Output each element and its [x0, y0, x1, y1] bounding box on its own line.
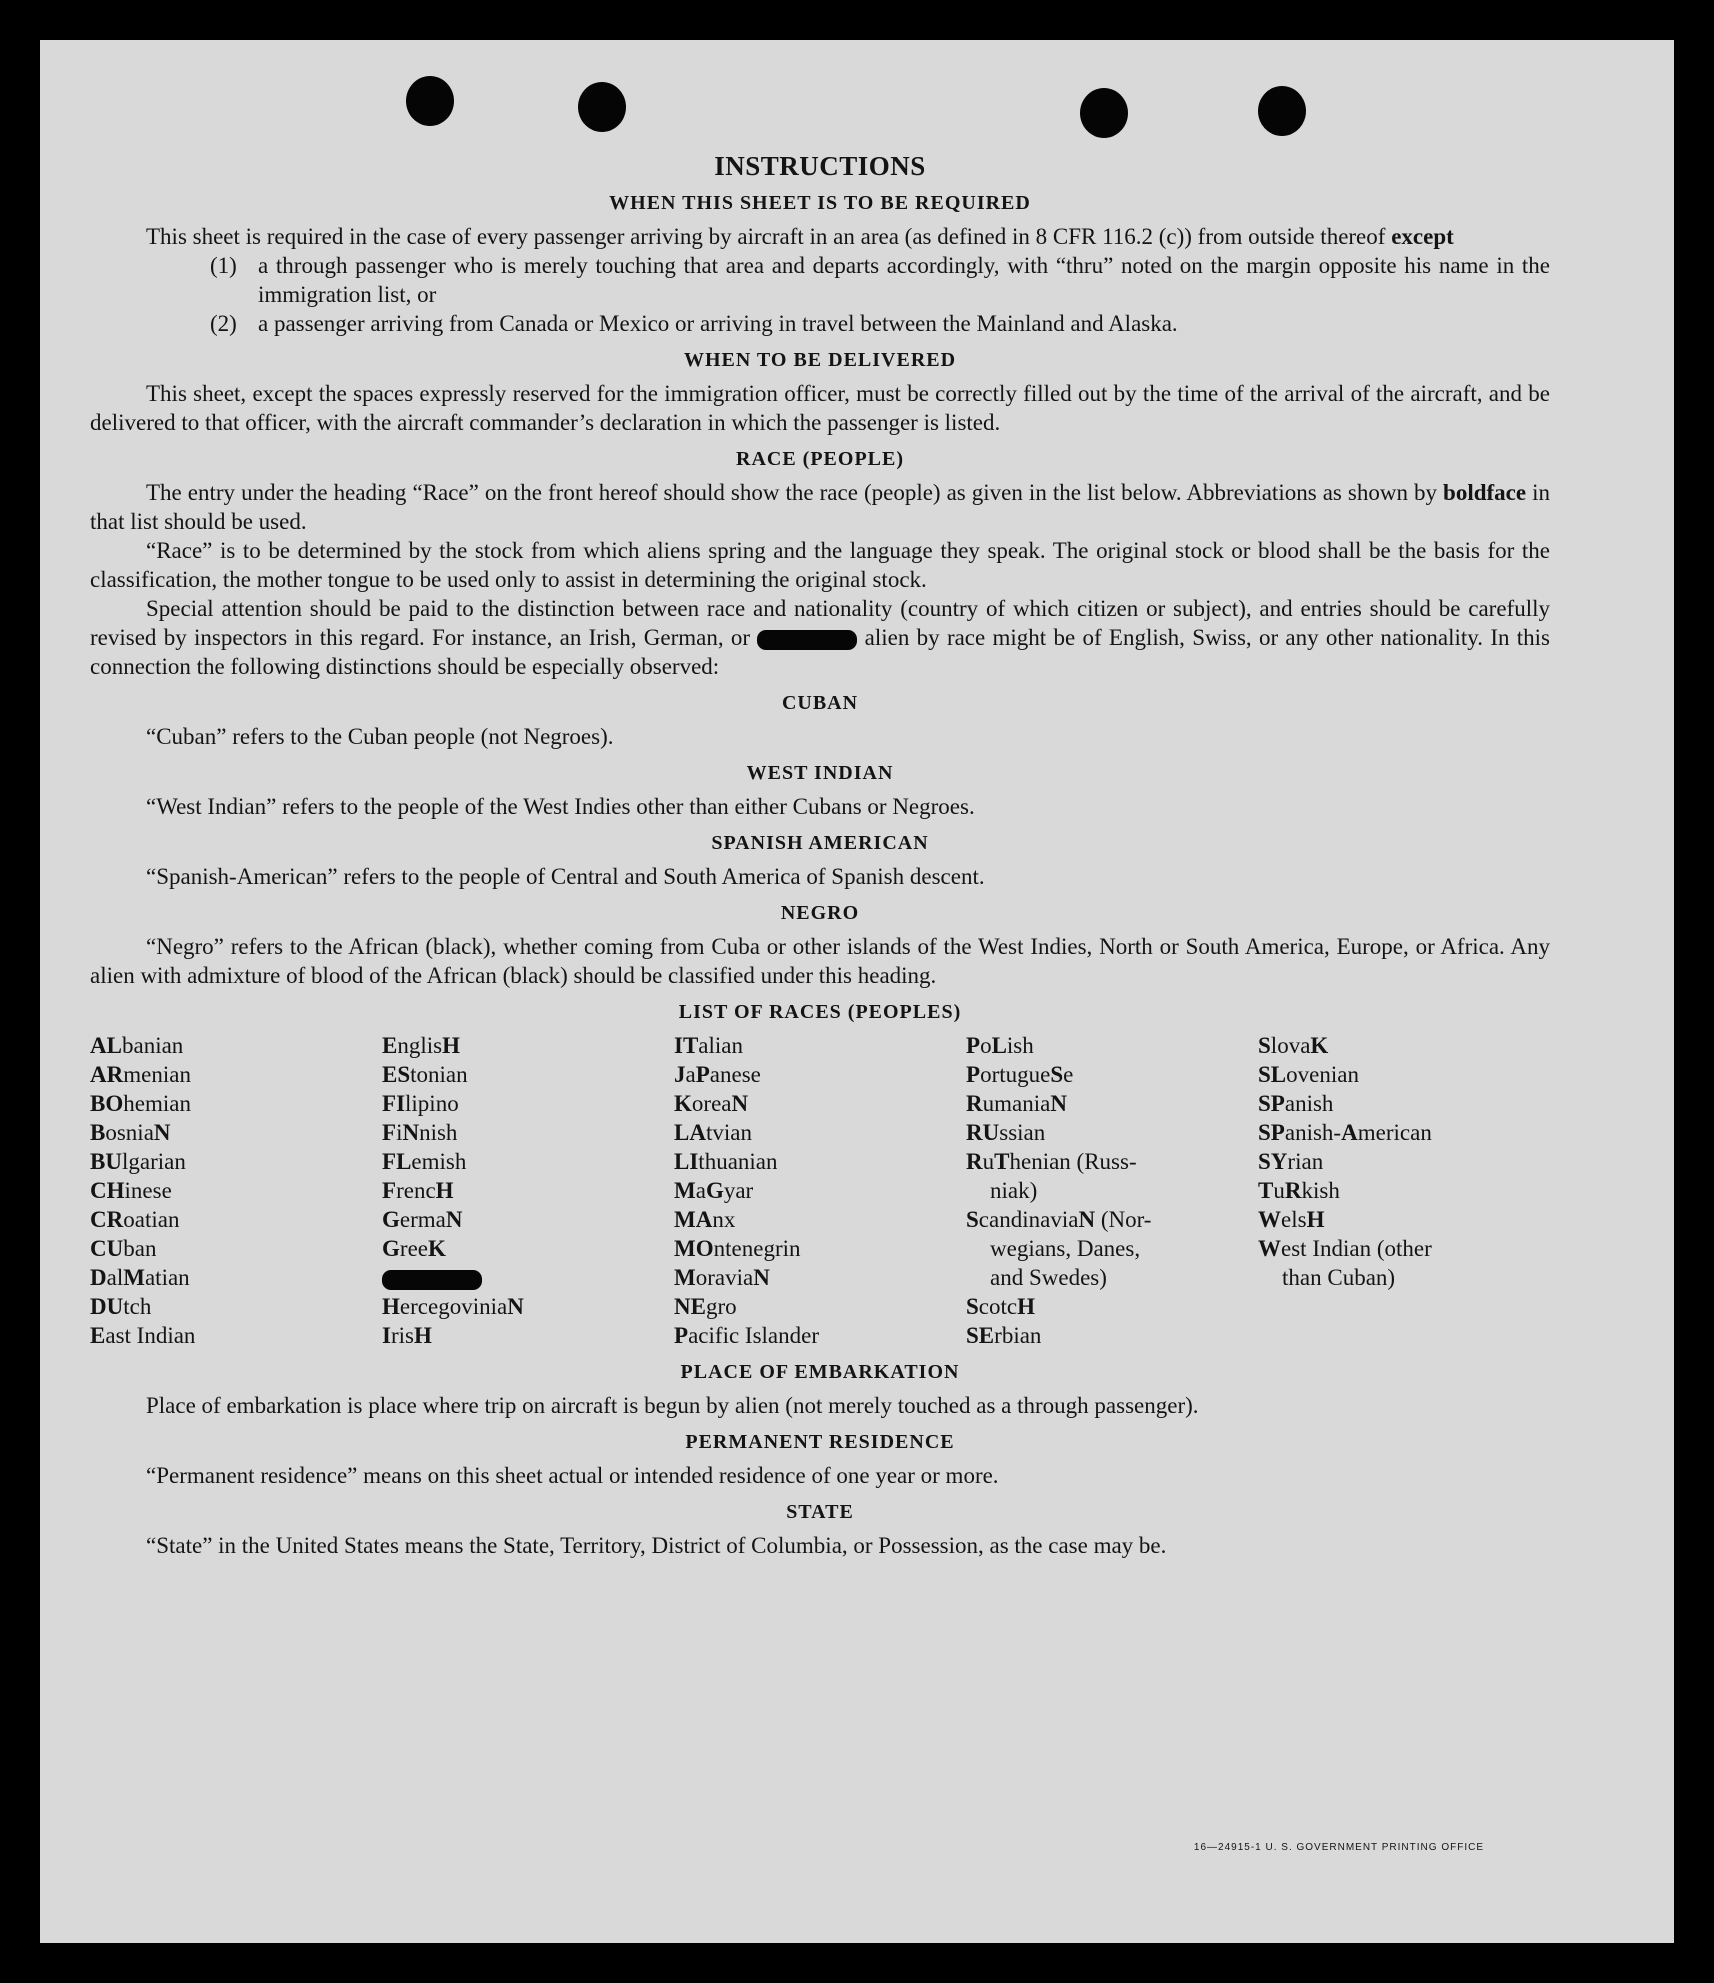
paragraph: “West Indian” refers to the people of the West Indies other than either Cubans or Negroes. [146, 794, 975, 819]
race-entry: PoLish [966, 1033, 1034, 1058]
race-entry: PortugueSe [966, 1062, 1074, 1087]
paragraph: “Spanish-American” refers to the people of Central and South America of Spanish descent. [146, 864, 985, 889]
race-entry: MaGyar [674, 1178, 754, 1203]
section-heading: NEGRO [780, 902, 860, 924]
section-heading: CUBAN [781, 692, 859, 714]
paragraph: “Cuban” refers to the Cuban people (not Negroes). [146, 724, 614, 749]
race-entry: RUssian [966, 1120, 1046, 1145]
race-entry: IrisH [382, 1323, 432, 1348]
race-entry: RuThenian (Russ- [966, 1149, 1137, 1174]
race-entry: than Cuban) [1282, 1265, 1396, 1290]
page-title: INSTRUCTIONS [714, 151, 926, 181]
race-entry: BUlgarian [90, 1149, 186, 1174]
races-column [674, 1031, 966, 1350]
race-entry: MAnx [674, 1207, 736, 1232]
races-column [1258, 1031, 1550, 1350]
race-entry: wegians, Danes, [990, 1236, 1141, 1261]
race-entry: ScandinaviaN (Nor- [966, 1207, 1152, 1232]
race-entry: CRoatian [90, 1207, 180, 1232]
punch-hole [578, 82, 626, 132]
section-heading: WEST INDIAN [746, 762, 894, 784]
race-entry: DalMatian [90, 1265, 190, 1290]
race-entry: JaPanese [674, 1062, 761, 1087]
section-heading: PERMANENT RESIDENCE [685, 1431, 955, 1453]
printer-imprint: 16—24915-1 U. S. GOVERNMENT PRINTING OFFICE [1193, 1842, 1484, 1853]
race-entry: ARmenian [90, 1062, 191, 1087]
race-entry: ITalian [674, 1033, 744, 1058]
form-sheet [40, 40, 1674, 1943]
race-entry: BosniaN [90, 1120, 171, 1145]
paragraph: This sheet is required in the case of every passenger arriving by aircraft in an area (as defined in 8 CFR 116.2 (c)) from outside thereof except [146, 224, 1454, 249]
paragraph: “Permanent residence” means on this sheet actual or intended residence of one year or more. [146, 1463, 999, 1488]
section-heading: LIST OF RACES (PEOPLES) [678, 1001, 962, 1023]
punch-hole [1080, 88, 1128, 138]
race-entry: KoreaN [674, 1091, 749, 1116]
race-entry: BOhemian [90, 1091, 191, 1116]
punch-hole [406, 76, 454, 126]
section-heading: RACE (PEOPLE) [736, 448, 904, 470]
race-entry: East Indian [90, 1323, 196, 1348]
paragraph: This sheet, except the spaces expressly reserved for the immigration officer, must be correctly filled out by the time of the arrival of the aircraft, and be delivered to that officer, with the aircraft commander’s declaration in which the passenger is listed. [90, 381, 1550, 435]
race-entry: MoraviaN [674, 1265, 770, 1290]
paragraph: Special attention should be paid to the distinction between race and nationality (country of which citizen or subject), and entries should be carefully revised by inspectors in this regard. For instance, an Irish, German, or alien by race might be of English, Swiss, or any other nationality. In this connection the following distinctions should be especially observed: [90, 596, 1551, 679]
races-column [382, 1031, 674, 1350]
paragraph: Place of embarkation is place where trip on aircraft is begun by alien (not merely touched as a through passenger). [146, 1393, 1199, 1418]
race-entry: FLemish [382, 1149, 467, 1174]
list-item: (1) a through passenger who is merely touching that area and departs accordingly, with “thru” noted on the margin opposite his name in the immigration list, or [210, 253, 1550, 307]
race-entry: West Indian (other [1258, 1236, 1432, 1261]
race-entry: EnglisH [382, 1033, 460, 1058]
race-entry: ScotcH [966, 1294, 1036, 1319]
races-column [966, 1031, 1258, 1350]
list-item: (2) a passenger arriving from Canada or Mexico or arriving in travel between the Mainland and Alaska. [210, 311, 1178, 336]
punch-hole [1258, 86, 1306, 136]
section-heading: SPANISH AMERICAN [711, 832, 929, 854]
race-entry: LIthuanian [674, 1149, 778, 1174]
section-heading: WHEN THIS SHEET IS TO BE REQUIRED [609, 192, 1031, 214]
race-entry: GreeK [382, 1236, 446, 1261]
race-entry: HercegoviniaN [382, 1294, 524, 1319]
race-entry: SlovaK [1258, 1033, 1329, 1058]
section-heading: PLACE OF EMBARKATION [680, 1361, 960, 1383]
paragraph: “State” in the United States means the State, Territory, District of Columbia, or Possession, as the case may be. [146, 1533, 1167, 1558]
race-entry: EStonian [382, 1062, 468, 1087]
race-entry: MOntenegrin [674, 1236, 801, 1261]
race-entry: CUban [90, 1236, 157, 1261]
race-entry: TuRkish [1258, 1178, 1340, 1203]
races-column [90, 1031, 382, 1350]
races-table [90, 1031, 1550, 1350]
race-entry: and Swedes) [990, 1265, 1107, 1290]
section-heading: WHEN TO BE DELIVERED [683, 349, 957, 371]
redaction-mark [382, 1270, 482, 1290]
race-entry: FrencH [382, 1178, 454, 1203]
race-entry: FiNnish [382, 1120, 458, 1145]
race-entry: SLovenian [1258, 1062, 1359, 1087]
redaction-mark [757, 630, 857, 650]
race-entry: CHinese [90, 1178, 172, 1203]
race-entry: SYrian [1258, 1149, 1324, 1174]
section-heading: STATE [786, 1501, 854, 1523]
race-entry: LAtvian [674, 1120, 752, 1145]
race-entry: ALbanian [90, 1033, 184, 1058]
race-entry [382, 1263, 674, 1292]
race-entry: SPanish-American [1258, 1120, 1432, 1145]
race-entry: SPanish [1258, 1091, 1334, 1116]
race-entry: WelsH [1258, 1207, 1325, 1232]
race-entry: niak) [990, 1178, 1038, 1203]
race-entry: Pacific Islander [674, 1323, 819, 1348]
race-entry: NEgro [674, 1294, 737, 1319]
paragraph: “Negro” refers to the African (black), whether coming from Cuba or other islands of the West Indies, North or South America, Europe, or Africa. Any alien with admixture of blood of the African (black) should be classified under this heading. [90, 934, 1550, 988]
race-entry: RumaniaN [966, 1091, 1067, 1116]
race-entry: SErbian [966, 1323, 1042, 1348]
race-entry: DUtch [90, 1294, 152, 1319]
race-entry: GermaN [382, 1207, 463, 1232]
paragraph: The entry under the heading “Race” on the front hereof should show the race (people) as given in the list below. Abbreviations as shown by boldface in that list should be used. [90, 480, 1551, 534]
paragraph: “Race” is to be determined by the stock from which aliens spring and the language they speak. The original stock or blood shall be the basis for the classification, the mother tongue to be used only to assist in determining the original stock. [90, 538, 1550, 592]
race-entry: FIlipino [382, 1091, 459, 1116]
instructions-content [90, 152, 1550, 1560]
